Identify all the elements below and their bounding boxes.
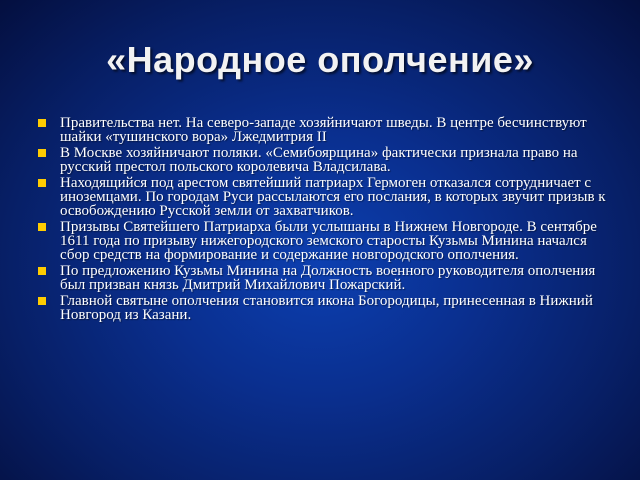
bullet-text: Находящийся под арестом святейший патриарх Гермоген отказался сотрудничает с иноземцами. По городам Руси рассылаются его послания, в которых звучит призыв к освобождению Русской земли от захватчиков. [60,175,606,219]
slide-title: «Народное ополчение» [106,39,534,80]
bullet-text: В Москве хозяйничают поляки. «Семибоярщина» фактически признала право на русский престол польского королевича Владсилава. [60,145,578,175]
bullet-list [38,116,606,324]
bullet-item [38,294,606,322]
bullet-item [38,264,606,292]
square-bullet-icon [38,179,46,187]
bullet-text: Правительства нет. На северо-западе хозяйничают шведы. В центре бесчинствуют шайки «тушинского вора» Лжедмитрия II [60,115,587,145]
bullet-item [38,176,606,218]
square-bullet-icon [38,267,46,275]
bullet-item [38,220,606,262]
bullet-text: Призывы Святейшего Патриарха были услышаны в Нижнем Новгороде. В сентябре 1611 года по призыву нижегородского земского старосты Кузьмы Минина начался сбор средств на формирование и содержание новгородского ополчения. [60,219,597,263]
square-bullet-icon [38,297,46,305]
bullet-text: По предложению Кузьмы Минина на Должность военного руководителя ополчения был призван князь Дмитрий Михайлович Пожарский. [60,263,596,293]
bullet-item [38,116,606,144]
bullet-item [38,146,606,174]
bullet-text: Главной святыне ополчения становится икона Богородицы, принесенная в Нижний Новгород из Казани. [60,293,593,323]
square-bullet-icon [38,149,46,157]
square-bullet-icon [38,223,46,231]
square-bullet-icon [38,119,46,127]
